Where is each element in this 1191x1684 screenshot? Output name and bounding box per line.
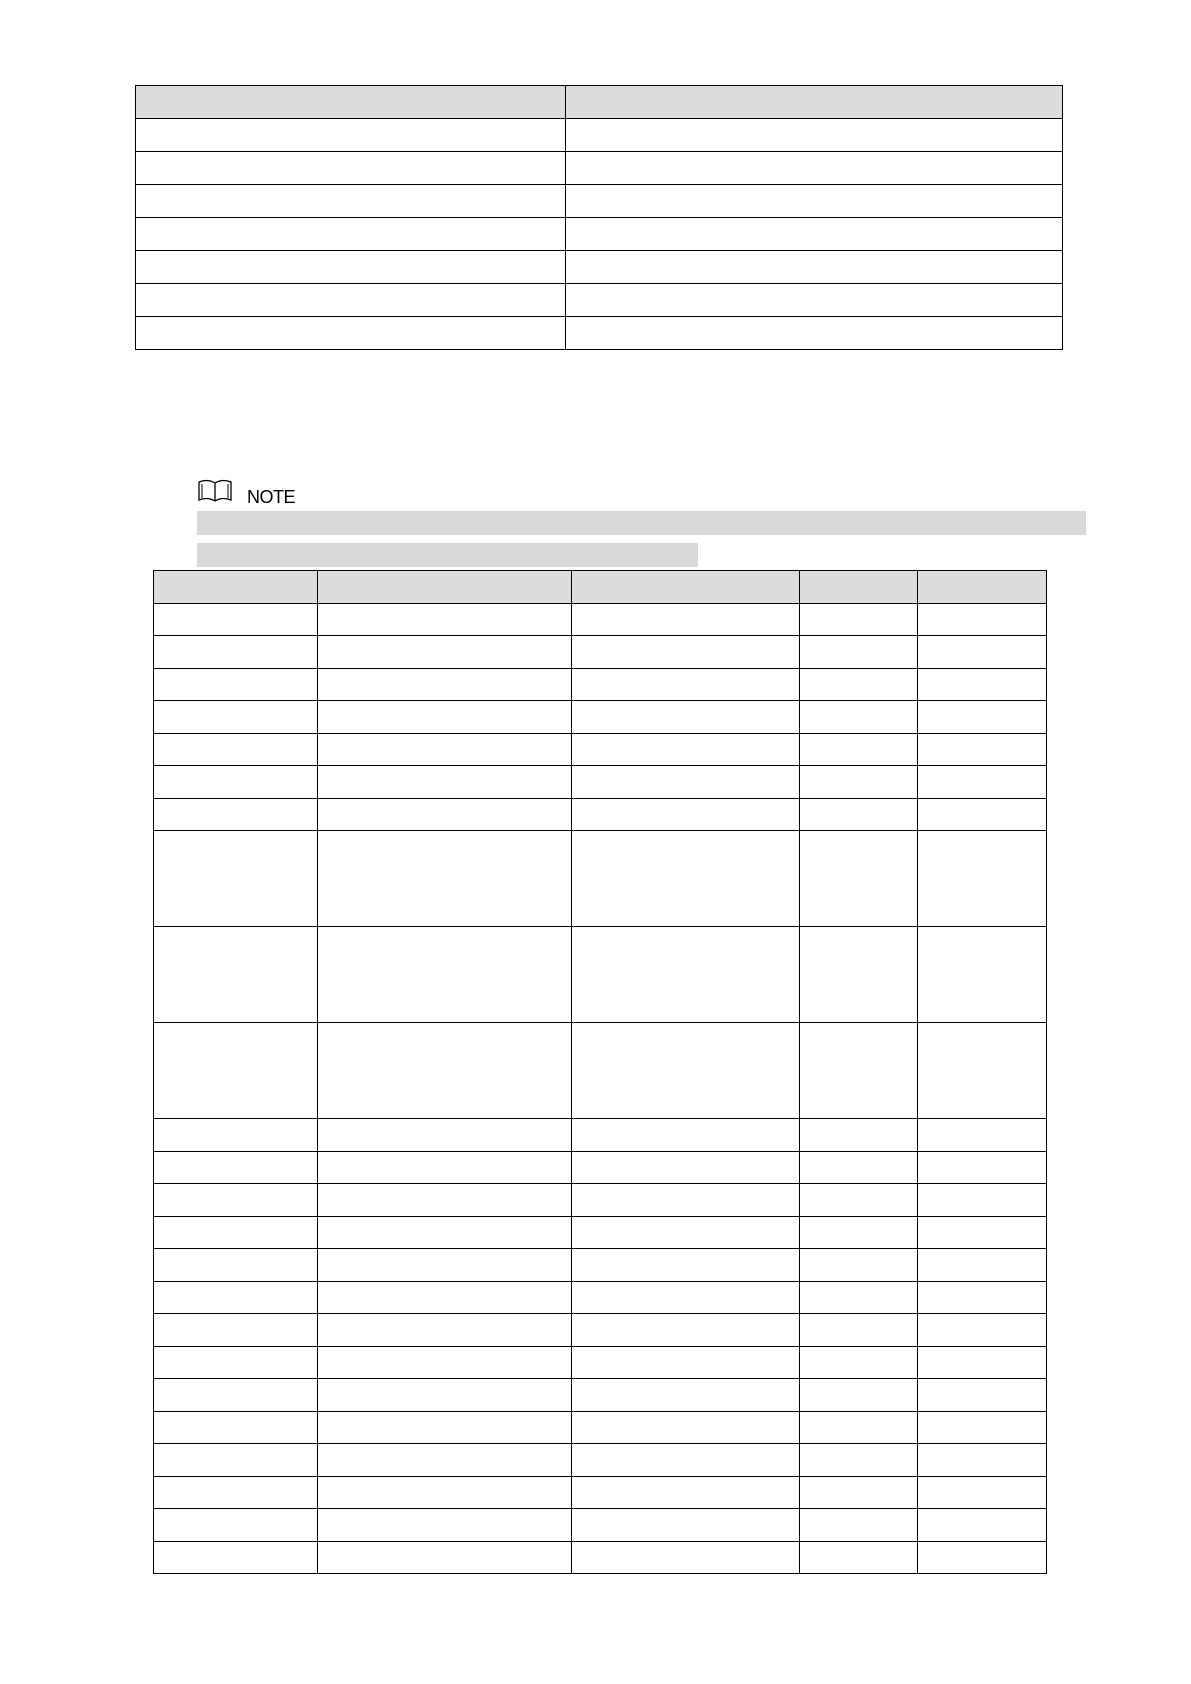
table-cell bbox=[154, 1249, 318, 1282]
table-cell bbox=[800, 1249, 918, 1282]
table-cell bbox=[572, 1249, 800, 1282]
table-cell bbox=[572, 1216, 800, 1249]
table-cell bbox=[572, 1346, 800, 1379]
table-cell bbox=[918, 1541, 1047, 1574]
table-cell bbox=[572, 831, 800, 927]
table-cell bbox=[566, 152, 1063, 185]
table-row bbox=[154, 831, 1047, 927]
table-cell bbox=[318, 831, 572, 927]
table-cell bbox=[572, 1151, 800, 1184]
table-cell bbox=[136, 218, 566, 251]
table-row bbox=[154, 1023, 1047, 1119]
table-row bbox=[136, 284, 1063, 317]
table-header-row bbox=[136, 86, 1063, 119]
table-1 bbox=[135, 85, 1063, 350]
table-row bbox=[154, 1541, 1047, 1574]
table-cell bbox=[154, 831, 318, 927]
table-cell bbox=[154, 766, 318, 799]
table-cell bbox=[918, 1151, 1047, 1184]
table-cell bbox=[566, 218, 1063, 251]
table-row bbox=[136, 152, 1063, 185]
table-cell bbox=[800, 603, 918, 636]
table-row bbox=[154, 1444, 1047, 1477]
table-cell bbox=[154, 1379, 318, 1412]
table-row bbox=[154, 1249, 1047, 1282]
table-cell bbox=[918, 1119, 1047, 1152]
header-cell bbox=[154, 571, 318, 604]
table-row bbox=[154, 1281, 1047, 1314]
table-row bbox=[136, 218, 1063, 251]
table-cell bbox=[136, 284, 566, 317]
table-cell bbox=[136, 152, 566, 185]
table-cell bbox=[318, 1444, 572, 1477]
table-cell bbox=[572, 701, 800, 734]
table-cell bbox=[800, 1541, 918, 1574]
table-cell bbox=[800, 798, 918, 831]
table-cell bbox=[918, 798, 1047, 831]
table-cell bbox=[572, 668, 800, 701]
header-cell bbox=[136, 86, 566, 119]
table-row bbox=[154, 636, 1047, 669]
header-cell bbox=[918, 571, 1047, 604]
table-cell bbox=[918, 1023, 1047, 1119]
table-cell bbox=[918, 1476, 1047, 1509]
book-icon bbox=[197, 478, 233, 504]
table-cell bbox=[154, 1151, 318, 1184]
table-row bbox=[154, 1509, 1047, 1542]
table-cell bbox=[154, 1444, 318, 1477]
table-row bbox=[154, 1411, 1047, 1444]
table-cell bbox=[572, 1509, 800, 1542]
table-cell bbox=[318, 766, 572, 799]
table-cell bbox=[800, 1151, 918, 1184]
table-cell bbox=[154, 927, 318, 1023]
table-cell bbox=[918, 1314, 1047, 1347]
table-cell bbox=[800, 1119, 918, 1152]
table-cell bbox=[318, 603, 572, 636]
table-cell bbox=[318, 701, 572, 734]
table-cell bbox=[800, 1314, 918, 1347]
table-cell bbox=[800, 668, 918, 701]
table-header-row bbox=[154, 571, 1047, 604]
table-cell bbox=[918, 1281, 1047, 1314]
table-cell bbox=[318, 1249, 572, 1282]
table-cell bbox=[318, 1541, 572, 1574]
table-cell bbox=[572, 1119, 800, 1152]
table-cell bbox=[566, 251, 1063, 284]
note-label: NOTE bbox=[247, 487, 296, 507]
table-cell bbox=[566, 119, 1063, 152]
table-cell bbox=[318, 1411, 572, 1444]
table-cell bbox=[318, 733, 572, 766]
table-row bbox=[154, 603, 1047, 636]
table-row bbox=[136, 185, 1063, 218]
header-cell bbox=[566, 86, 1063, 119]
table-cell bbox=[800, 1281, 918, 1314]
table-cell bbox=[318, 1216, 572, 1249]
table-cell bbox=[154, 636, 318, 669]
table-row bbox=[154, 766, 1047, 799]
table-row bbox=[154, 1346, 1047, 1379]
table-cell bbox=[154, 1281, 318, 1314]
table-cell bbox=[800, 1509, 918, 1542]
table-cell bbox=[572, 927, 800, 1023]
table-cell bbox=[154, 603, 318, 636]
table-cell bbox=[154, 668, 318, 701]
table-row bbox=[154, 668, 1047, 701]
table-cell bbox=[572, 1023, 800, 1119]
table-cell bbox=[800, 1379, 918, 1412]
table-cell bbox=[800, 733, 918, 766]
table-cell bbox=[572, 1184, 800, 1217]
table-cell bbox=[800, 1184, 918, 1217]
table-cell bbox=[566, 317, 1063, 350]
table-cell bbox=[800, 1216, 918, 1249]
table-cell bbox=[572, 603, 800, 636]
table-cell bbox=[918, 831, 1047, 927]
table-cell bbox=[318, 1151, 572, 1184]
table-cell bbox=[154, 1509, 318, 1542]
table-row bbox=[154, 927, 1047, 1023]
table-cell bbox=[918, 766, 1047, 799]
table-cell bbox=[572, 1379, 800, 1412]
table-cell bbox=[318, 1023, 572, 1119]
table-cell bbox=[572, 1281, 800, 1314]
header-cell bbox=[572, 571, 800, 604]
table-cell bbox=[800, 636, 918, 669]
table-row bbox=[154, 1476, 1047, 1509]
table-cell bbox=[154, 1216, 318, 1249]
table-cell bbox=[918, 1379, 1047, 1412]
table-cell bbox=[154, 1314, 318, 1347]
table-cell bbox=[136, 119, 566, 152]
table-cell bbox=[318, 668, 572, 701]
table-cell bbox=[572, 733, 800, 766]
table-cell bbox=[918, 927, 1047, 1023]
table-row bbox=[154, 1379, 1047, 1412]
table-cell bbox=[318, 636, 572, 669]
table-row bbox=[154, 798, 1047, 831]
table-cell bbox=[918, 1184, 1047, 1217]
table-2 bbox=[153, 570, 1047, 1574]
table-cell bbox=[318, 1281, 572, 1314]
table-cell bbox=[800, 701, 918, 734]
table-cell bbox=[154, 733, 318, 766]
table-cell bbox=[318, 1509, 572, 1542]
table-cell bbox=[800, 1346, 918, 1379]
table-row bbox=[154, 701, 1047, 734]
table-cell bbox=[918, 701, 1047, 734]
table-cell bbox=[136, 251, 566, 284]
table-cell bbox=[572, 1541, 800, 1574]
table-row bbox=[154, 733, 1047, 766]
header-cell bbox=[318, 571, 572, 604]
table-cell bbox=[154, 701, 318, 734]
table-row bbox=[154, 1184, 1047, 1217]
table-cell bbox=[918, 1346, 1047, 1379]
table-cell bbox=[154, 1184, 318, 1217]
table-row bbox=[154, 1216, 1047, 1249]
table-row bbox=[136, 317, 1063, 350]
table-cell bbox=[154, 1119, 318, 1152]
table-cell bbox=[572, 1444, 800, 1477]
table-cell bbox=[800, 766, 918, 799]
table-cell bbox=[918, 1249, 1047, 1282]
table-cell bbox=[800, 1476, 918, 1509]
table-cell bbox=[918, 1411, 1047, 1444]
table-cell bbox=[800, 831, 918, 927]
table-row bbox=[136, 119, 1063, 152]
table-cell bbox=[572, 1411, 800, 1444]
table-cell bbox=[572, 1476, 800, 1509]
table-cell bbox=[918, 1509, 1047, 1542]
table-cell bbox=[918, 1444, 1047, 1477]
table-cell bbox=[318, 1314, 572, 1347]
table-cell bbox=[918, 636, 1047, 669]
table-cell bbox=[318, 1184, 572, 1217]
table-row bbox=[154, 1119, 1047, 1152]
table-cell bbox=[800, 1023, 918, 1119]
table-cell bbox=[154, 1541, 318, 1574]
table-cell bbox=[318, 1476, 572, 1509]
table-cell bbox=[136, 185, 566, 218]
table-cell bbox=[572, 1314, 800, 1347]
header-cell bbox=[800, 571, 918, 604]
table-cell bbox=[572, 766, 800, 799]
table-cell bbox=[918, 603, 1047, 636]
table-row bbox=[154, 1151, 1047, 1184]
note-text-line-2 bbox=[197, 543, 698, 567]
note-text-line-1 bbox=[197, 511, 1086, 535]
table-cell bbox=[154, 1346, 318, 1379]
table-cell bbox=[566, 185, 1063, 218]
table-cell bbox=[154, 798, 318, 831]
table-cell bbox=[318, 1119, 572, 1152]
table-cell bbox=[136, 317, 566, 350]
table-cell bbox=[572, 798, 800, 831]
table-cell bbox=[800, 1444, 918, 1477]
table-cell bbox=[918, 1216, 1047, 1249]
table-cell bbox=[918, 733, 1047, 766]
table-cell bbox=[154, 1476, 318, 1509]
table-cell bbox=[918, 668, 1047, 701]
table-cell bbox=[566, 284, 1063, 317]
table-cell bbox=[318, 1379, 572, 1412]
table-cell bbox=[318, 927, 572, 1023]
table-row bbox=[136, 251, 1063, 284]
table-cell bbox=[318, 798, 572, 831]
table-cell bbox=[154, 1411, 318, 1444]
table-cell bbox=[572, 636, 800, 669]
table-cell bbox=[318, 1346, 572, 1379]
table-cell bbox=[800, 927, 918, 1023]
table-cell bbox=[154, 1023, 318, 1119]
table-row bbox=[154, 1314, 1047, 1347]
table-cell bbox=[800, 1411, 918, 1444]
